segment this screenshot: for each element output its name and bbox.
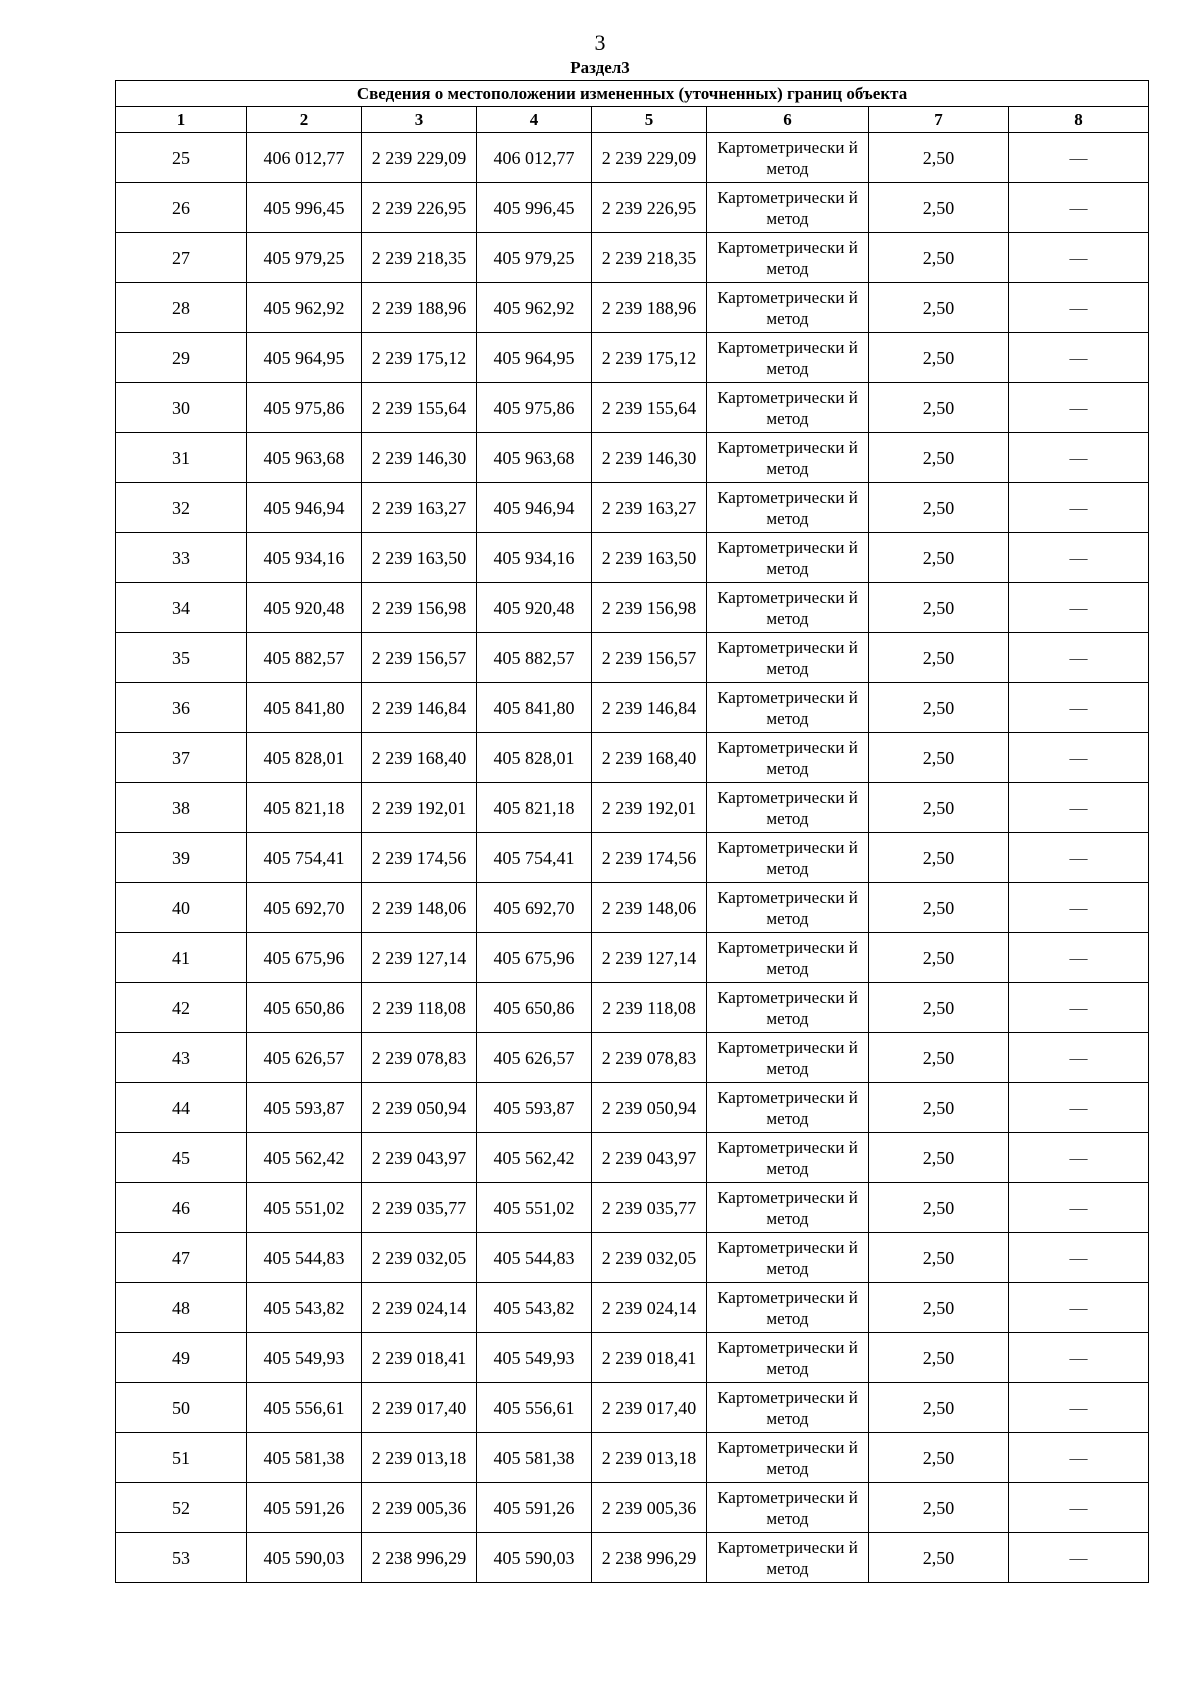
column-number-1: 1 (116, 107, 247, 133)
description-cell: — (1009, 533, 1149, 583)
y-old-cell: 2 238 996,29 (362, 1533, 477, 1583)
x-new-cell: 405 590,03 (477, 1533, 592, 1583)
y-new-cell: 2 239 024,14 (592, 1283, 707, 1333)
column-number-4: 4 (477, 107, 592, 133)
description-cell: — (1009, 1233, 1149, 1283)
x-new-cell: 405 562,42 (477, 1133, 592, 1183)
method-cell: Картометрически й метод (707, 233, 869, 283)
description-cell: — (1009, 733, 1149, 783)
y-old-cell: 2 239 118,08 (362, 983, 477, 1033)
table-row (116, 183, 1149, 233)
x-new-cell: 405 821,18 (477, 783, 592, 833)
table-row (116, 683, 1149, 733)
y-new-cell: 2 239 078,83 (592, 1033, 707, 1083)
table-row (116, 983, 1149, 1033)
point-number-cell: 30 (116, 383, 247, 433)
accuracy-cell: 2,50 (869, 1533, 1009, 1583)
description-cell: — (1009, 1283, 1149, 1333)
y-old-cell: 2 239 226,95 (362, 183, 477, 233)
description-cell: — (1009, 783, 1149, 833)
description-cell: — (1009, 933, 1149, 983)
x-old-cell: 405 934,16 (247, 533, 362, 583)
method-cell: Картометрически й метод (707, 983, 869, 1033)
section-title: Раздел3 (570, 58, 630, 77)
x-old-cell: 405 996,45 (247, 183, 362, 233)
table-row (116, 1433, 1149, 1483)
table-row (116, 583, 1149, 633)
y-new-cell: 2 239 156,98 (592, 583, 707, 633)
y-new-cell: 2 239 146,84 (592, 683, 707, 733)
x-new-cell: 405 549,93 (477, 1333, 592, 1383)
point-number-cell: 40 (116, 883, 247, 933)
point-number-cell: 50 (116, 1383, 247, 1433)
table-row (116, 633, 1149, 683)
x-old-cell: 405 962,92 (247, 283, 362, 333)
description-cell: — (1009, 483, 1149, 533)
x-old-cell: 405 754,41 (247, 833, 362, 883)
table-row (116, 1383, 1149, 1433)
point-number-cell: 45 (116, 1133, 247, 1183)
x-old-cell: 405 828,01 (247, 733, 362, 783)
point-number-cell: 44 (116, 1083, 247, 1133)
x-new-cell: 405 964,95 (477, 333, 592, 383)
table-row (116, 1333, 1149, 1383)
y-new-cell: 2 239 127,14 (592, 933, 707, 983)
y-old-cell: 2 239 005,36 (362, 1483, 477, 1533)
x-new-cell: 405 962,92 (477, 283, 592, 333)
accuracy-cell: 2,50 (869, 1333, 1009, 1383)
x-old-cell: 405 626,57 (247, 1033, 362, 1083)
x-old-cell: 405 963,68 (247, 433, 362, 483)
x-new-cell: 405 754,41 (477, 833, 592, 883)
method-cell: Картометрически й метод (707, 383, 869, 433)
x-old-cell: 405 650,86 (247, 983, 362, 1033)
x-old-cell: 405 543,82 (247, 1283, 362, 1333)
point-number-cell: 25 (116, 133, 247, 183)
y-new-cell: 2 239 118,08 (592, 983, 707, 1033)
y-new-cell: 2 239 163,50 (592, 533, 707, 583)
method-cell: Картометрически й метод (707, 583, 869, 633)
x-new-cell: 405 544,83 (477, 1233, 592, 1283)
y-old-cell: 2 239 174,56 (362, 833, 477, 883)
x-old-cell: 405 675,96 (247, 933, 362, 983)
method-cell: Картометрически й метод (707, 1233, 869, 1283)
description-cell: — (1009, 1083, 1149, 1133)
x-old-cell: 405 975,86 (247, 383, 362, 433)
accuracy-cell: 2,50 (869, 1083, 1009, 1133)
y-old-cell: 2 239 168,40 (362, 733, 477, 783)
x-new-cell: 405 650,86 (477, 983, 592, 1033)
x-old-cell: 405 544,83 (247, 1233, 362, 1283)
x-new-cell: 405 828,01 (477, 733, 592, 783)
accuracy-cell: 2,50 (869, 133, 1009, 183)
x-old-cell: 405 920,48 (247, 583, 362, 633)
accuracy-cell: 2,50 (869, 383, 1009, 433)
table-row (116, 383, 1149, 433)
accuracy-cell: 2,50 (869, 533, 1009, 583)
y-new-cell: 2 239 226,95 (592, 183, 707, 233)
point-number-cell: 33 (116, 533, 247, 583)
method-cell: Картометрически й метод (707, 833, 869, 883)
method-cell: Картометрически й метод (707, 133, 869, 183)
description-cell: — (1009, 283, 1149, 333)
accuracy-cell: 2,50 (869, 1233, 1009, 1283)
table-row (116, 1083, 1149, 1133)
method-cell: Картометрически й метод (707, 683, 869, 733)
point-number-cell: 47 (116, 1233, 247, 1283)
point-number-cell: 35 (116, 633, 247, 683)
table-row (116, 783, 1149, 833)
accuracy-cell: 2,50 (869, 583, 1009, 633)
method-cell: Картометрически й метод (707, 783, 869, 833)
x-new-cell: 405 996,45 (477, 183, 592, 233)
table-row (116, 1483, 1149, 1533)
y-new-cell: 2 239 192,01 (592, 783, 707, 833)
table-row (116, 1233, 1149, 1283)
description-cell: — (1009, 983, 1149, 1033)
x-new-cell: 405 946,94 (477, 483, 592, 533)
x-new-cell: 405 934,16 (477, 533, 592, 583)
table-row (116, 833, 1149, 883)
accuracy-cell: 2,50 (869, 983, 1009, 1033)
method-cell: Картометрически й метод (707, 433, 869, 483)
table-row (116, 1533, 1149, 1583)
point-number-cell: 31 (116, 433, 247, 483)
point-number-cell: 51 (116, 1433, 247, 1483)
x-old-cell: 405 591,26 (247, 1483, 362, 1533)
y-old-cell: 2 239 146,84 (362, 683, 477, 733)
method-cell: Картометрически й метод (707, 1283, 869, 1333)
y-new-cell: 2 239 175,12 (592, 333, 707, 383)
x-old-cell: 405 964,95 (247, 333, 362, 383)
table-row (116, 533, 1149, 583)
accuracy-cell: 2,50 (869, 1033, 1009, 1083)
y-new-cell: 2 239 032,05 (592, 1233, 707, 1283)
method-cell: Картометрически й метод (707, 1083, 869, 1133)
x-old-cell: 405 549,93 (247, 1333, 362, 1383)
point-number-cell: 42 (116, 983, 247, 1033)
column-number-6: 6 (707, 107, 869, 133)
accuracy-cell: 2,50 (869, 233, 1009, 283)
description-cell: — (1009, 1183, 1149, 1233)
x-new-cell: 405 543,82 (477, 1283, 592, 1333)
table-row (116, 283, 1149, 333)
y-new-cell: 2 238 996,29 (592, 1533, 707, 1583)
point-number-cell: 41 (116, 933, 247, 983)
y-old-cell: 2 239 127,14 (362, 933, 477, 983)
accuracy-cell: 2,50 (869, 433, 1009, 483)
description-cell: — (1009, 1333, 1149, 1383)
y-old-cell: 2 239 192,01 (362, 783, 477, 833)
y-new-cell: 2 239 013,18 (592, 1433, 707, 1483)
y-new-cell: 2 239 174,56 (592, 833, 707, 883)
description-cell: — (1009, 383, 1149, 433)
table-row (116, 933, 1149, 983)
x-old-cell: 405 551,02 (247, 1183, 362, 1233)
y-old-cell: 2 239 218,35 (362, 233, 477, 283)
y-new-cell: 2 239 043,97 (592, 1133, 707, 1183)
x-new-cell: 405 593,87 (477, 1083, 592, 1133)
y-old-cell: 2 239 017,40 (362, 1383, 477, 1433)
table-row (116, 883, 1149, 933)
point-number-cell: 37 (116, 733, 247, 783)
method-cell: Картометрически й метод (707, 733, 869, 783)
accuracy-cell: 2,50 (869, 1383, 1009, 1433)
y-new-cell: 2 239 168,40 (592, 733, 707, 783)
x-new-cell: 405 626,57 (477, 1033, 592, 1083)
method-cell: Картометрически й метод (707, 933, 869, 983)
y-old-cell: 2 239 163,27 (362, 483, 477, 533)
x-old-cell: 405 562,42 (247, 1133, 362, 1183)
table-caption-row (116, 81, 1149, 107)
point-number-cell: 43 (116, 1033, 247, 1083)
description-cell: — (1009, 583, 1149, 633)
column-number-2: 2 (247, 107, 362, 133)
accuracy-cell: 2,50 (869, 483, 1009, 533)
method-cell: Картометрически й метод (707, 1383, 869, 1433)
y-old-cell: 2 239 175,12 (362, 333, 477, 383)
y-old-cell: 2 239 155,64 (362, 383, 477, 433)
accuracy-cell: 2,50 (869, 283, 1009, 333)
y-old-cell: 2 239 050,94 (362, 1083, 477, 1133)
description-cell: — (1009, 1433, 1149, 1483)
method-cell: Картометрически й метод (707, 883, 869, 933)
method-cell: Картометрически й метод (707, 1483, 869, 1533)
column-number-5: 5 (592, 107, 707, 133)
accuracy-cell: 2,50 (869, 883, 1009, 933)
y-old-cell: 2 239 032,05 (362, 1233, 477, 1283)
point-number-cell: 32 (116, 483, 247, 533)
method-cell: Картометрически й метод (707, 1433, 869, 1483)
column-number-7: 7 (869, 107, 1009, 133)
method-cell: Картометрически й метод (707, 333, 869, 383)
x-new-cell: 405 591,26 (477, 1483, 592, 1533)
boundary-coordinates-table (115, 80, 1149, 1583)
method-cell: Картометрически й метод (707, 633, 869, 683)
x-old-cell: 405 581,38 (247, 1433, 362, 1483)
x-new-cell: 405 692,70 (477, 883, 592, 933)
y-new-cell: 2 239 017,40 (592, 1383, 707, 1433)
y-new-cell: 2 239 005,36 (592, 1483, 707, 1533)
y-old-cell: 2 239 013,18 (362, 1433, 477, 1483)
y-old-cell: 2 239 018,41 (362, 1333, 477, 1383)
x-new-cell: 405 556,61 (477, 1383, 592, 1433)
description-cell: — (1009, 133, 1149, 183)
x-old-cell: 405 882,57 (247, 633, 362, 683)
x-old-cell: 405 946,94 (247, 483, 362, 533)
y-old-cell: 2 239 229,09 (362, 133, 477, 183)
description-cell: — (1009, 1483, 1149, 1533)
method-cell: Картометрически й метод (707, 1133, 869, 1183)
method-cell: Картометрически й метод (707, 283, 869, 333)
point-number-cell: 34 (116, 583, 247, 633)
method-cell: Картометрически й метод (707, 483, 869, 533)
x-old-cell: 405 979,25 (247, 233, 362, 283)
y-new-cell: 2 239 155,64 (592, 383, 707, 433)
point-number-cell: 36 (116, 683, 247, 733)
description-cell: — (1009, 1033, 1149, 1083)
accuracy-cell: 2,50 (869, 633, 1009, 683)
accuracy-cell: 2,50 (869, 683, 1009, 733)
y-new-cell: 2 239 050,94 (592, 1083, 707, 1133)
x-new-cell: 405 675,96 (477, 933, 592, 983)
point-number-cell: 49 (116, 1333, 247, 1383)
y-old-cell: 2 239 156,98 (362, 583, 477, 633)
description-cell: — (1009, 833, 1149, 883)
table-row (116, 733, 1149, 783)
point-number-cell: 29 (116, 333, 247, 383)
x-old-cell: 406 012,77 (247, 133, 362, 183)
point-number-cell: 39 (116, 833, 247, 883)
description-cell: — (1009, 433, 1149, 483)
y-new-cell: 2 239 163,27 (592, 483, 707, 533)
table-row (116, 133, 1149, 183)
y-new-cell: 2 239 156,57 (592, 633, 707, 683)
point-number-cell: 48 (116, 1283, 247, 1333)
y-new-cell: 2 239 018,41 (592, 1333, 707, 1383)
description-cell: — (1009, 233, 1149, 283)
table-row (116, 483, 1149, 533)
method-cell: Картометрически й метод (707, 1033, 869, 1083)
description-cell: — (1009, 1533, 1149, 1583)
table-row (116, 1283, 1149, 1333)
table-row (116, 1183, 1149, 1233)
column-number-8: 8 (1009, 107, 1149, 133)
accuracy-cell: 2,50 (869, 1483, 1009, 1533)
point-number-cell: 53 (116, 1533, 247, 1583)
method-cell: Картометрически й метод (707, 1533, 869, 1583)
page-number: 3 (594, 30, 606, 55)
table-body (116, 133, 1149, 1583)
y-old-cell: 2 239 156,57 (362, 633, 477, 683)
y-old-cell: 2 239 146,30 (362, 433, 477, 483)
x-new-cell: 406 012,77 (477, 133, 592, 183)
description-cell: — (1009, 633, 1149, 683)
description-cell: — (1009, 683, 1149, 733)
y-old-cell: 2 239 035,77 (362, 1183, 477, 1233)
accuracy-cell: 2,50 (869, 733, 1009, 783)
y-new-cell: 2 239 188,96 (592, 283, 707, 333)
y-old-cell: 2 239 148,06 (362, 883, 477, 933)
description-cell: — (1009, 1133, 1149, 1183)
method-cell: Картометрически й метод (707, 183, 869, 233)
method-cell: Картометрически й метод (707, 1333, 869, 1383)
accuracy-cell: 2,50 (869, 183, 1009, 233)
x-new-cell: 405 841,80 (477, 683, 592, 733)
y-old-cell: 2 239 024,14 (362, 1283, 477, 1333)
x-old-cell: 405 556,61 (247, 1383, 362, 1433)
y-old-cell: 2 239 188,96 (362, 283, 477, 333)
x-new-cell: 405 882,57 (477, 633, 592, 683)
x-new-cell: 405 581,38 (477, 1433, 592, 1483)
accuracy-cell: 2,50 (869, 333, 1009, 383)
description-cell: — (1009, 883, 1149, 933)
method-cell: Картометрически й метод (707, 533, 869, 583)
x-new-cell: 405 963,68 (477, 433, 592, 483)
point-number-cell: 27 (116, 233, 247, 283)
x-new-cell: 405 979,25 (477, 233, 592, 283)
accuracy-cell: 2,50 (869, 1183, 1009, 1233)
y-new-cell: 2 239 148,06 (592, 883, 707, 933)
y-new-cell: 2 239 035,77 (592, 1183, 707, 1233)
x-old-cell: 405 692,70 (247, 883, 362, 933)
x-old-cell: 405 821,18 (247, 783, 362, 833)
point-number-cell: 46 (116, 1183, 247, 1233)
table-caption: Сведения о местоположении измененных (уточненных) границ объекта (116, 81, 1149, 107)
accuracy-cell: 2,50 (869, 1283, 1009, 1333)
y-old-cell: 2 239 043,97 (362, 1133, 477, 1183)
accuracy-cell: 2,50 (869, 933, 1009, 983)
y-new-cell: 2 239 146,30 (592, 433, 707, 483)
table-row (116, 1033, 1149, 1083)
table-row (116, 1133, 1149, 1183)
accuracy-cell: 2,50 (869, 1133, 1009, 1183)
point-number-cell: 38 (116, 783, 247, 833)
table-row (116, 433, 1149, 483)
description-cell: — (1009, 333, 1149, 383)
method-cell: Картометрически й метод (707, 1183, 869, 1233)
x-new-cell: 405 975,86 (477, 383, 592, 433)
point-number-cell: 52 (116, 1483, 247, 1533)
x-old-cell: 405 841,80 (247, 683, 362, 733)
accuracy-cell: 2,50 (869, 833, 1009, 883)
description-cell: — (1009, 1383, 1149, 1433)
point-number-cell: 28 (116, 283, 247, 333)
accuracy-cell: 2,50 (869, 1433, 1009, 1483)
y-old-cell: 2 239 078,83 (362, 1033, 477, 1083)
table-row (116, 333, 1149, 383)
column-numbers-row (116, 107, 1149, 133)
x-new-cell: 405 920,48 (477, 583, 592, 633)
table-row (116, 233, 1149, 283)
point-number-cell: 26 (116, 183, 247, 233)
description-cell: — (1009, 183, 1149, 233)
column-number-3: 3 (362, 107, 477, 133)
y-new-cell: 2 239 218,35 (592, 233, 707, 283)
y-new-cell: 2 239 229,09 (592, 133, 707, 183)
x-new-cell: 405 551,02 (477, 1183, 592, 1233)
x-old-cell: 405 593,87 (247, 1083, 362, 1133)
accuracy-cell: 2,50 (869, 783, 1009, 833)
x-old-cell: 405 590,03 (247, 1533, 362, 1583)
y-old-cell: 2 239 163,50 (362, 533, 477, 583)
